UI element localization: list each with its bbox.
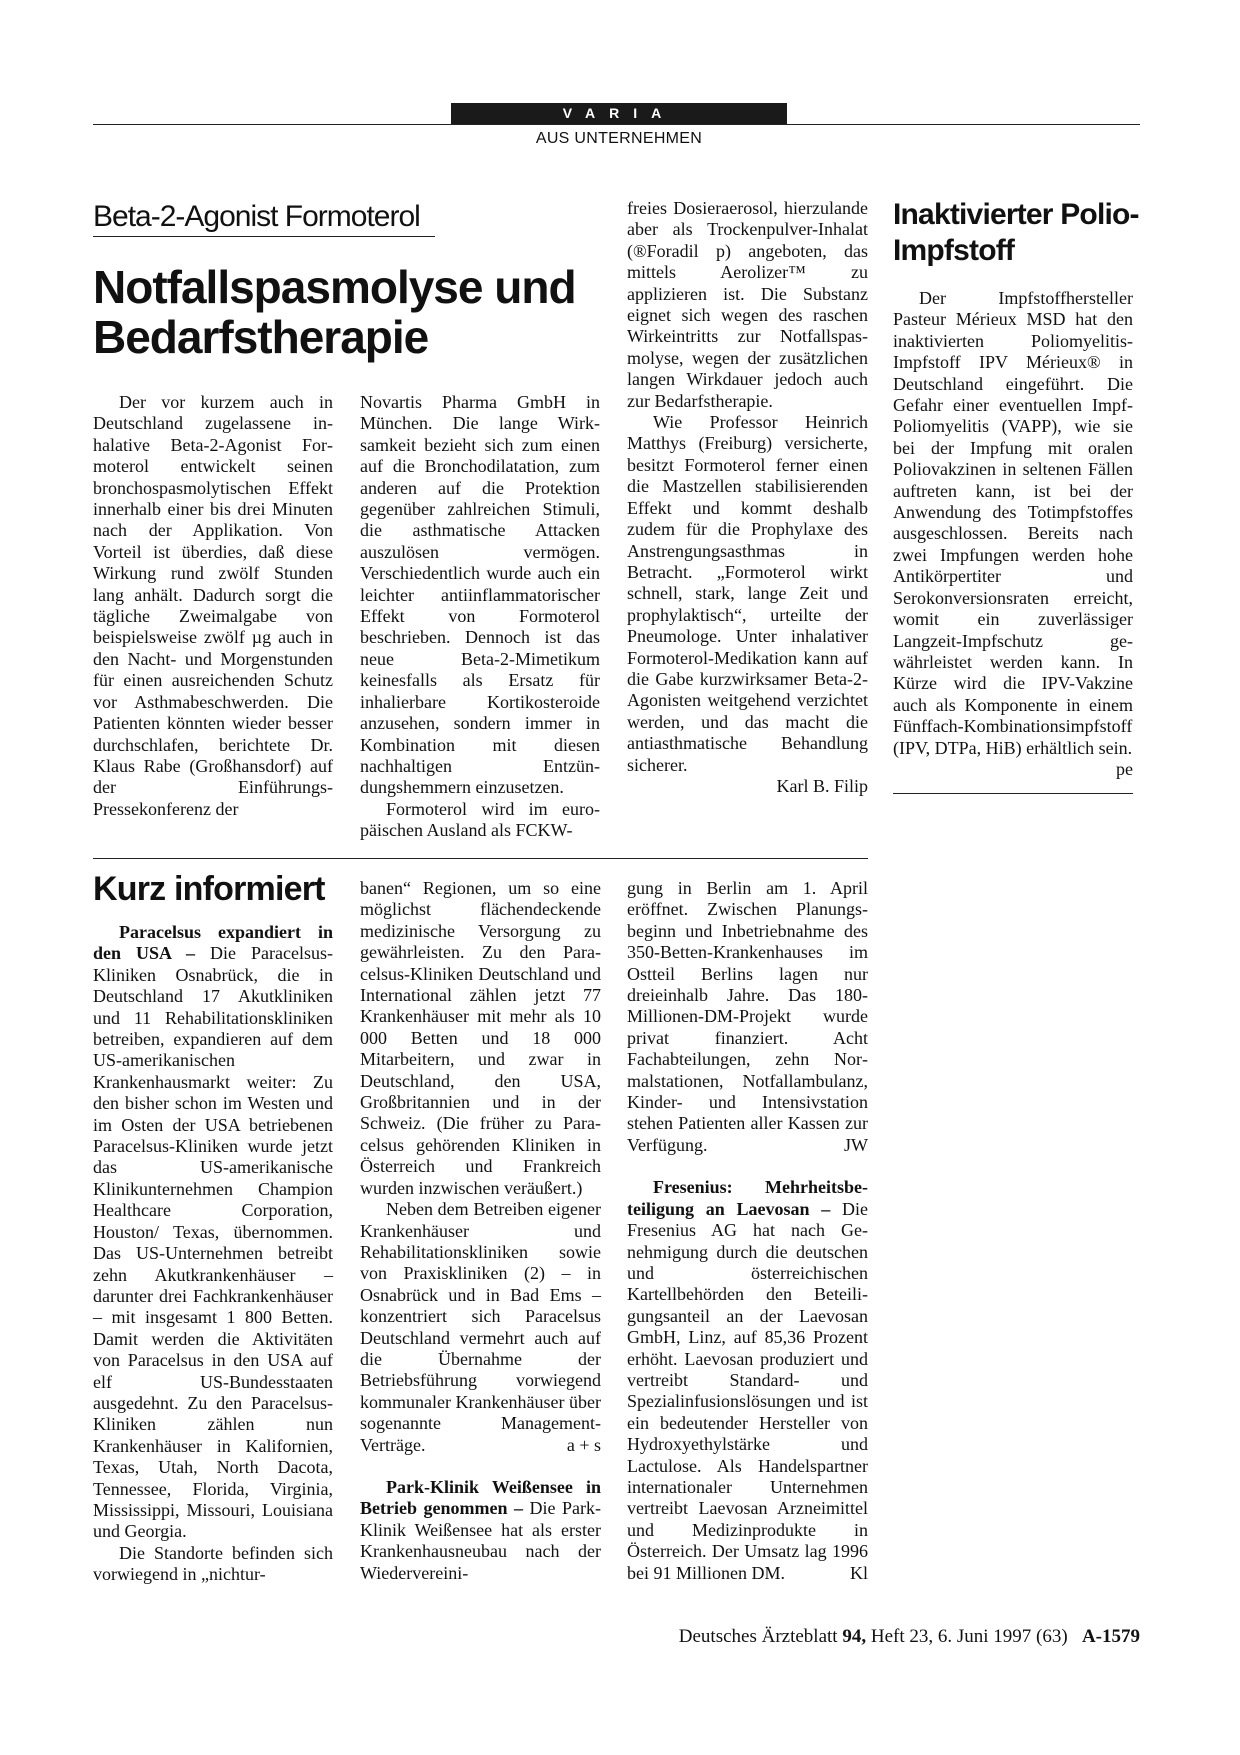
article1-paragraph: freies Dosieraerosol, hierzulande aber als Trockenpulver-Inhalat (®Foradil p) angeboten, das mittels Aerolizer™ zu applizieren ist. Die Substanz eignet sich wegen des raschen Wirkeintritts zur Notfallspasmolyse, wegen der zusätzlichen langen Wirkdauer jedoch auch zur Bedarfstherapie. (627, 198, 868, 411)
article1-column-3 (627, 198, 868, 797)
kurz-informiert-title: Kurz informiert (93, 870, 325, 908)
page-footer (500, 1626, 1140, 1648)
article-headline: Notfallspasmolyse und Bedarfstherapie (93, 261, 576, 363)
article2-paragraph (893, 288, 1133, 779)
kurz-column-1 (93, 922, 333, 1586)
article2-title: Inaktivierter Polio-Impfstoff (893, 198, 1139, 267)
article1-author: Karl B. Filip (776, 775, 868, 796)
kurz-item-text: Die Fresenius AG hat nach Genehmigung durch die deutschen und österreichischen Kartellbehörden den Beteiligungsanteil an der Laevosan GmbH, Linz, auf 85,36 Prozent erhöht. Laevosan produziert und vertreibt Standard- und Spezialinfusionslösungen und ist ein bedeutender Hersteller von Hydroxyethylstärke und Lactulose. Als Handelspartner internationaler Unternehmen vertreibt Laevosan Arzneimittel und Medizinprodukte in Österreich. Der Umsatz lag 1996 bei 91 Millionen DM. (627, 1198, 869, 1583)
kurz-item-text: Neben dem Betreiben eigener Krankenhäuser und Rehabilitationskliniken sowie von Praxiskliniken (2) – in Osnabrück und in Bad Ems – konzentriert sich Paracelsus Deutschland vermehrt auch auf die Übernahme der Betriebsführung vorwiegend kommunaler Krankenhäuser über sogenannte Management-Verträge. (360, 1199, 601, 1455)
article1-column-2 (360, 392, 600, 842)
article1-paragraph: Novartis Pharma GmbH in München. Die lange Wirksamkeit bezieht sich zum einen auf die Bronchodilatation, zum anderen auf die Protektion gegenüber zahlreichen Stimuli, die asthmatische Attacken auszulösen vermögen. Verschiedentlich wurde auch ein leichter antiinflammatorischer Effekt von Formoterol beschrieben. Dennoch ist das neue Beta-2-Mimetikum keinesfalls als Ersatz für inhalierbare Kortikosteroide anzusehen, sondern immer in Kombination mit diesen nachhaltigen Entzündungshemmern einzusetzen. (360, 392, 600, 798)
article1-paragraph: Formoterol wird im europäischen Ausland als FCKW- (360, 798, 600, 841)
article2-end-rule (893, 793, 1133, 794)
section-label-bar (451, 103, 787, 124)
article2-column (893, 288, 1133, 780)
kurz-item-author: Kl (850, 1562, 868, 1583)
section-label: VARIA (562, 105, 676, 121)
kurz-column-3 (627, 878, 868, 1584)
kurz-item-paragraph (627, 1177, 868, 1584)
page-number: A-1579 (1081, 1626, 1140, 1647)
kurz-item-text: Die Park-Klinik Weißensee hat als erster Krankenhausneubau nach der Wiedervereini- (360, 1498, 602, 1583)
kurz-item-paragraph: Die Standorte befinden sich vorwiegend in „nichtur- (93, 1542, 333, 1585)
journal-volume: 94, (842, 1626, 867, 1647)
kurz-item-author: a + s (566, 1434, 601, 1455)
kurz-item-paragraph (360, 1199, 601, 1456)
kurz-column-2 (360, 878, 601, 1584)
kurz-item-lead: Fresenius: Mehrheitsbeteiligung an Laevosan – (627, 1177, 868, 1219)
header-rule (93, 124, 1140, 125)
kurz-item-paragraph (627, 878, 868, 1156)
paragraph-gap (627, 1156, 868, 1177)
article1-column-1 (93, 392, 333, 820)
article-kicker: Beta-2-Agonist Formoterol (93, 200, 420, 233)
article1-paragraph: Wie Professor Heinrich Matthys (Freiburg) versicherte, besitzt Formoterol ferner einen die Mastzellen stabilisierenden Effekt und kommt deshalb zudem für die Prophylaxe des Anstrengungsasthmas in Betracht. „Formoterol wirkt schnell, stark, lange Zeit und prophylaktisch“, urteilte der Pneumologe. Unter inhalativer Formoterol-Medikation kann auf die Gabe kurzwirksamer Beta-2-Agonisten weitgehend verzichtet werden, und das macht die antiasthmatische Behandlung sicherer. (627, 412, 868, 775)
kurz-item-text: gung in Berlin am 1. April eröffnet. Zwischen Planungsbeginn und Inbetriebnahme des 350-Betten-Krankenhauses im Ostteil Berlins lagen nur dreieinhalb Jahre. Das 180-Millionen-DM-Projekt wurde privat finanziert. Acht Fachabteilungen, zehn Normalstationen, Notfallambulanz, Kinder- und Intensivstation stehen Patienten aller Kassen zur Verfügung. (627, 878, 868, 1155)
paragraph-gap (360, 1456, 601, 1477)
section-divider (93, 858, 868, 859)
subsection-label: AUS UNTERNEHMEN (535, 130, 703, 147)
article2-body: Der Impfstoffhersteller Pasteur Mérieux MSD hat den inaktivierten Poliomyelitis-Impfstoff IPV Mérieux® in Deutschland eingeführt. Die Gefahr einer eventuellen Impf-Poliomyelitis (VAPP), wie sie bei der Impfung mit oralen Poliovakzinen in seltenen Fällen auftreten kann, ist bei der Anwendung des Totimpfstoffes ausgeschlossen. Bereits nach zwei Impfungen werden hohe Antikörpertiter und Serokonversionsraten erreicht, womit ein zuverlässiger Langzeit-Impfschutz gewährleistet werden kann. In Kürze wird die IPV-Vakzine auch als Komponente in einem Fünffach-Kombinationsimpfstoff (IPV, DTPa, HiB) erhältlich sein. (893, 288, 1133, 758)
kurz-item-lead: Park-Klinik Weißensee in Betrieb genommen – (360, 1476, 601, 1519)
journal-name: Deutsches Ärzteblatt (678, 1626, 838, 1647)
article1-paragraph: Der vor kurzem auch in Deutschland zugelassene inhalative Beta-2-Agonist Formoterol entwickelt seinen bronchospasmolytischen Effekt innerhalb einer bis drei Minuten nach der Applikation. Von Vorteil ist überdies, daß diese Wirkung rund zwölf Stunden lang anhält. Dadurch sorgt die tägliche Zweimalgabe von beispielsweise zwölf µg auch in den Nacht- und Morgenstunden für einen ausreichenden Schutz vor Asthmabeschwerden. Die Patienten könnten wieder besser durchschlafen, berichtete Dr. Klaus Rabe (Großhansdorf) auf der Einführungs-Pressekonferenz der (93, 392, 333, 819)
journal-issue: Heft 23, 6. Juni 1997 (63) (870, 1626, 1068, 1647)
kurz-item-lead: Paracelsus expandiert in den USA – (93, 922, 333, 964)
kurz-item-text: Die Paracelsus-Kliniken Osnabrück, die in Deutschland 17 Akutkliniken und 11 Rehabilitationskliniken betreiben, expandieren auf dem US-amerikanischen Krankenhausmarkt weiter: Zu den bisher schon im Westen und im Osten der USA betriebenen Paracelsus-Kliniken wurde jetzt das US-amerikanische Klinikunternehmen Champion Healthcare Corporation, Houston/ Texas, übernommen. Das US-Unternehmen betreibt zehn Akutkrankenhäuser – darunter drei Fachkrankenhäuser – mit insgesamt 1 800 Betten. Damit werden die Aktivitäten von Paracelsus in den USA auf elf US-Bundesstaaten ausgedehnt. Zu den Paracelsus-Kliniken zählen nun Krankenhäuser in Kalifornien, Texas, Utah, North Dacota, Tennessee, Florida, Virginia, Mississippi, Missouri, Louisiana und Georgia. (93, 943, 333, 1542)
kurz-item-author: JW (844, 1134, 868, 1155)
kurz-item-paragraph (360, 1477, 601, 1584)
article2-author: pe (1116, 758, 1133, 779)
kicker-rule (93, 236, 435, 237)
kurz-item-paragraph (93, 922, 333, 1543)
kurz-item-paragraph: banen“ Regionen, um so eine möglichst flächendeckende medizinische Versorgung zu gewährleisten. Zu den Paracelsus-Kliniken Deutschland und International zählen jetzt 77 Krankenhäuser mit mehr als 10 000 Betten und 18 000 Mitarbeitern, und zwar in Deutschland, den USA, Großbritannien und in der Schweiz. (Die früher zu Paracelsus gehörenden Kliniken in Österreich und Frankreich wurden inzwischen veräußert.) (360, 878, 601, 1198)
